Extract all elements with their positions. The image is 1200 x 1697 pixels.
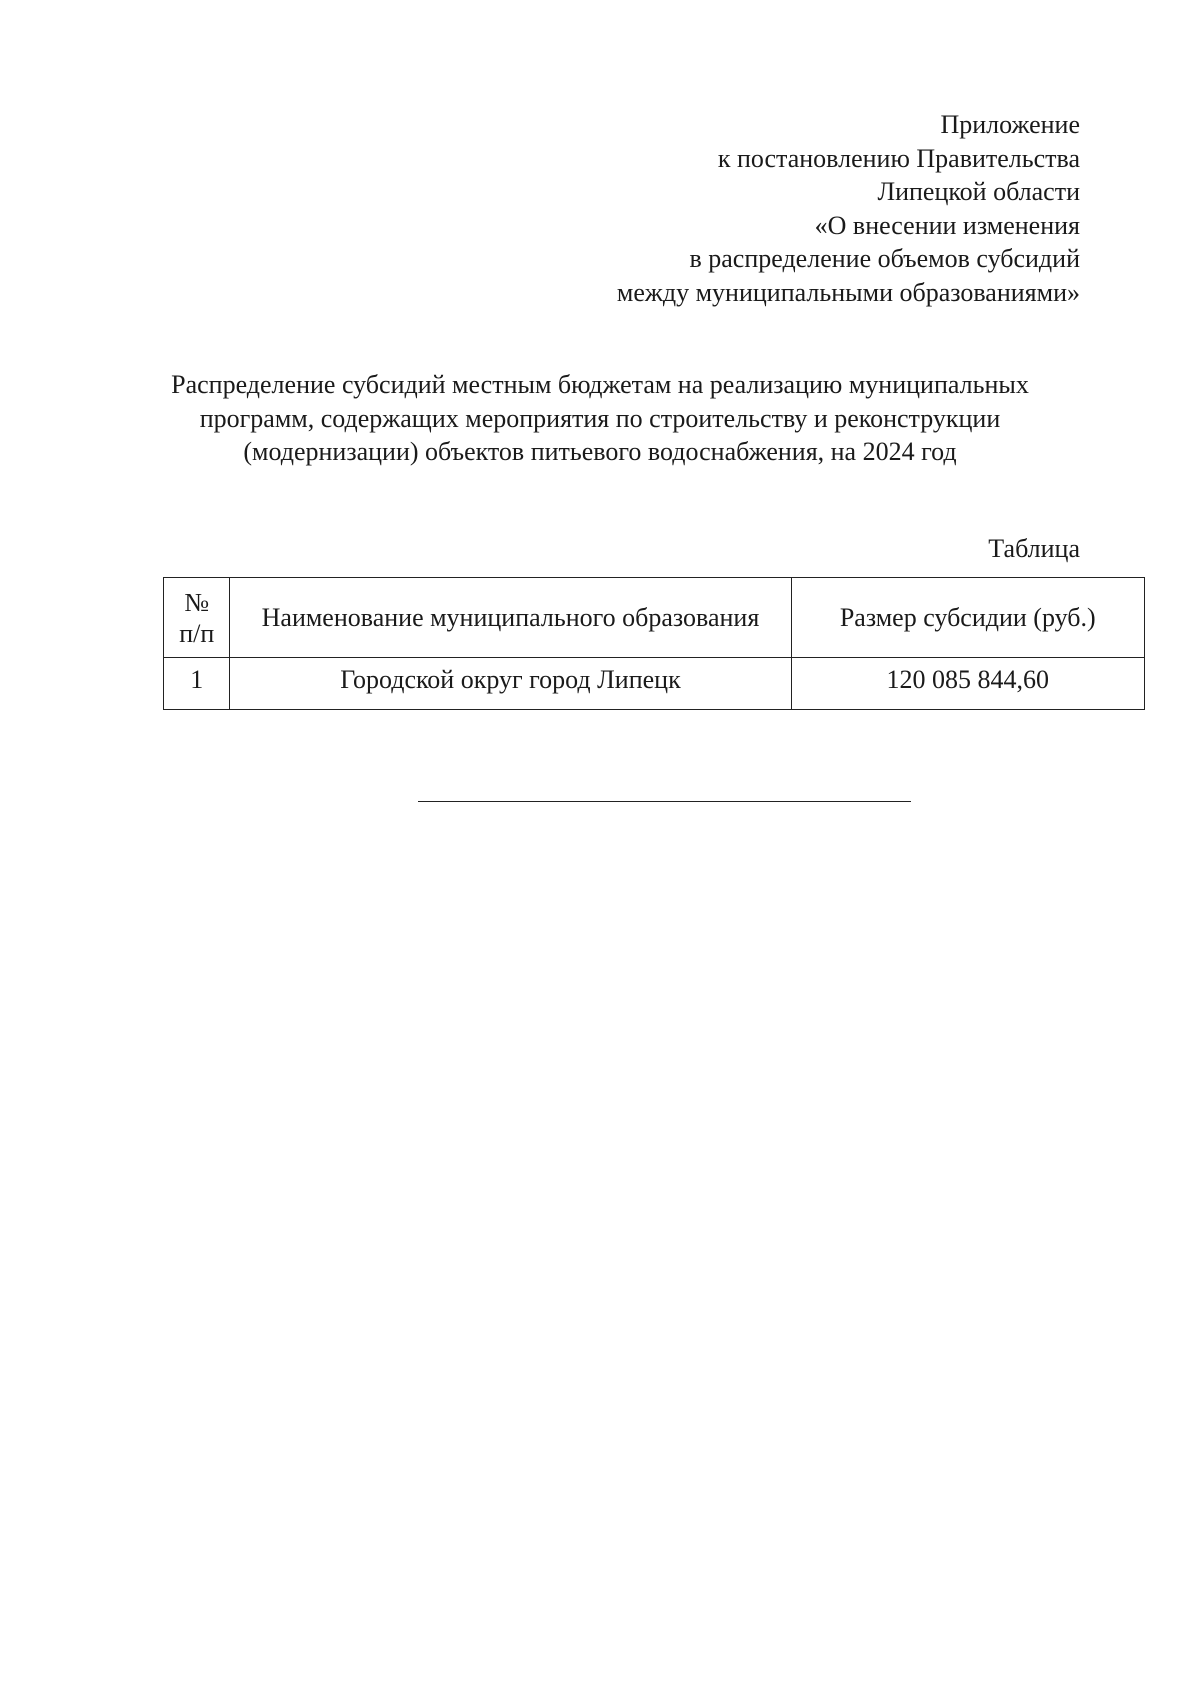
title-line: программ, содержащих мероприятия по строительству и реконструкции — [199, 403, 1001, 433]
table-row — [164, 658, 1145, 710]
subsidy-table — [163, 577, 1145, 710]
end-divider-line — [418, 801, 911, 802]
appendix-line: «О внесении изменения — [814, 210, 1080, 240]
table-header-row — [164, 578, 1145, 658]
header-number-symbol: № — [184, 587, 210, 617]
appendix-line: Липецкой области — [877, 177, 1080, 206]
header-amount: Размер субсидии (руб.) — [791, 578, 1145, 658]
row-municipality: Городской округ город Липецк — [230, 658, 791, 710]
appendix-line: в распределение объемов субсидий — [689, 244, 1080, 273]
row-amount: 120 085 844,60 — [791, 658, 1145, 710]
title-line: (модернизации) объектов питьевого водоснабжения, на 2024 год — [243, 437, 957, 466]
table-caption: Таблица — [988, 534, 1080, 563]
header-number-abbr: п/п — [179, 618, 215, 648]
appendix-line: Приложение — [940, 110, 1080, 139]
appendix-line: к постановлению Правительства — [717, 143, 1080, 173]
appendix-line: между муниципальными образованиями» — [616, 277, 1080, 307]
header-municipality: Наименование муниципального образования — [230, 578, 791, 658]
row-number: 1 — [164, 658, 230, 710]
header-number — [164, 578, 230, 658]
title-line: Распределение субсидий местным бюджетам на реализацию муниципальных — [171, 370, 1029, 399]
appendix-header — [380, 108, 1080, 309]
document-title — [160, 368, 1040, 469]
